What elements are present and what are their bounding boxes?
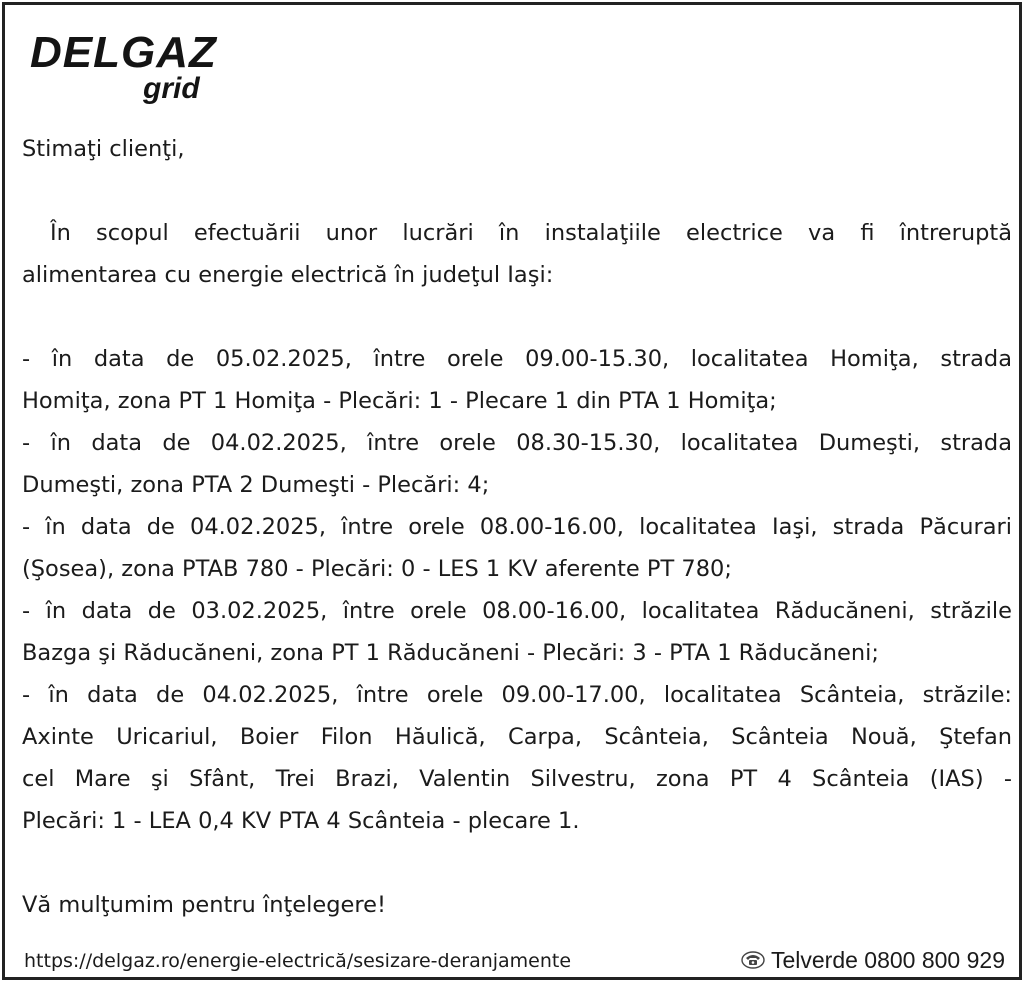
notice-item bbox=[22, 422, 1012, 506]
notice-item bbox=[22, 338, 1012, 422]
notice-line: cel Mare şi Sfânt, Trei Brazi, Valentin Silvestru, zona PT 4 Scânteia (IAS) - bbox=[22, 766, 1012, 792]
telephone-icon bbox=[741, 948, 765, 972]
notice-line: - în data de 04.02.2025, între orele 09.00-17.00, localitatea Scânteia, străzile: bbox=[22, 682, 1012, 708]
notice-line: Axinte Uricariul, Boier Filon Hăulică, Carpa, Scânteia, Scânteia Nouă, Ştefan bbox=[22, 724, 1012, 750]
delgaz-logo bbox=[30, 29, 230, 109]
intro-line: În scopul efectuării unor lucrări în instalaţiile electrice va fi întreruptă bbox=[50, 220, 1012, 246]
notice-item bbox=[22, 590, 1012, 674]
intro-paragraph bbox=[22, 212, 1012, 296]
notice-line: Bazga şi Răducăneni, zona PT 1 Răducăneni - Plecări: 3 - PTA 1 Răducăneni; bbox=[22, 640, 879, 666]
notice-frame bbox=[2, 2, 1022, 980]
notice-line: - în data de 05.02.2025, între orele 09.00-15.30, localitatea Homiţa, strada bbox=[22, 346, 1012, 372]
thanks-line: Vă mulţumim pentru înţelegere! bbox=[22, 892, 386, 918]
footer-url: https://delgaz.ro/energie-electrică/sesizare-deranjamente bbox=[24, 950, 572, 972]
logo-brand: DELGAZ bbox=[30, 28, 217, 77]
notice-line: - în data de 04.02.2025, între orele 08.00-16.00, localitatea Iaşi, strada Păcurari bbox=[22, 514, 1012, 540]
notice-item bbox=[22, 674, 1012, 842]
notice-line: - în data de 03.02.2025, între orele 08.00-16.00, localitatea Răducăneni, străzile bbox=[22, 598, 1012, 624]
footer-phone bbox=[741, 945, 1005, 975]
notice-line: Plecări: 1 - LEA 0,4 KV PTA 4 Scânteia - plecare 1. bbox=[22, 808, 580, 834]
intro-line: alimentarea cu energie electrică în judeţul Iaşi: bbox=[22, 262, 554, 288]
notice-line: - în data de 04.02.2025, între orele 08.30-15.30, localitatea Dumeşti, strada bbox=[22, 430, 1012, 456]
greeting: Stimaţi clienţi, bbox=[22, 136, 185, 162]
phone-text: Telverde 0800 800 929 bbox=[770, 947, 1005, 973]
notice-line: Dumeşti, zona PTA 2 Dumeşti - Plecări: 4; bbox=[22, 472, 490, 498]
notice-line: (Şosea), zona PTAB 780 - Plecări: 0 - LES 1 KV aferente PT 780; bbox=[22, 556, 732, 582]
notice-item bbox=[22, 506, 1012, 590]
notice-body bbox=[22, 128, 1012, 926]
logo-subtitle: grid bbox=[143, 72, 200, 105]
notice-line: Homiţa, zona PT 1 Homiţa - Plecări: 1 - Plecare 1 din PTA 1 Homiţa; bbox=[22, 388, 777, 414]
